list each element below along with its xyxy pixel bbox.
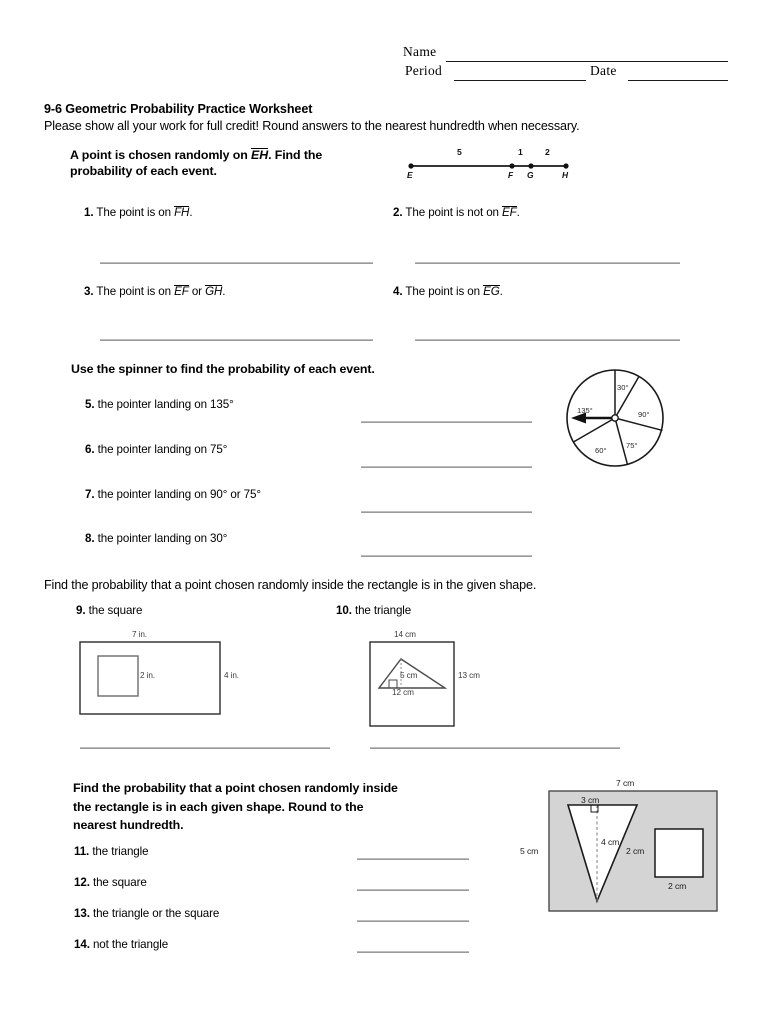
question-12-text: the square bbox=[92, 876, 147, 889]
question-7 bbox=[85, 488, 261, 501]
label-shaded-rect-height-5cm: 5 cm bbox=[520, 846, 539, 856]
name-blank[interactable] bbox=[446, 61, 728, 62]
spinner-svg bbox=[562, 365, 672, 475]
question-7-text: the pointer landing on 90° or 75° bbox=[97, 488, 261, 501]
number-line-svg bbox=[400, 148, 580, 188]
spinner-sector-label-30: 30° bbox=[617, 383, 629, 392]
question-2-text-pre: The point is not on bbox=[405, 206, 503, 219]
point-label-h: H bbox=[562, 170, 569, 180]
segment-ef: EF bbox=[502, 206, 517, 219]
answer-blank-3[interactable] bbox=[100, 339, 373, 341]
answer-blank-2[interactable] bbox=[415, 262, 680, 264]
question-6-number: 6. bbox=[85, 443, 95, 456]
section4-heading-line3: nearest hundredth. bbox=[73, 818, 184, 832]
label-square-side-bottom-2cm: 2 cm bbox=[668, 881, 687, 891]
answer-blank-14[interactable] bbox=[357, 951, 469, 953]
point-label-g: G bbox=[527, 170, 534, 180]
question-12-number: 12. bbox=[74, 876, 90, 889]
question-1 bbox=[84, 206, 192, 219]
period-blank[interactable] bbox=[454, 80, 586, 81]
figure-triangle-in-rectangle bbox=[366, 622, 546, 722]
label-rect-height-4in: 4 in. bbox=[224, 671, 239, 680]
segment-eh: EH bbox=[251, 148, 269, 162]
answer-blank-9[interactable] bbox=[80, 747, 330, 749]
section2-heading: Use the spinner to find the probability of each event. bbox=[71, 362, 375, 376]
section4-heading-line1: Find the probability that a point chosen randomly inside bbox=[73, 781, 398, 795]
label-rect-width-7in: 7 in. bbox=[132, 630, 147, 639]
answer-blank-8[interactable] bbox=[361, 555, 532, 557]
question-10-number: 10. bbox=[336, 604, 352, 617]
label-triangle-base-12cm: 12 cm bbox=[392, 688, 414, 697]
figure-triangle-svg bbox=[366, 622, 546, 722]
answer-blank-10[interactable] bbox=[370, 747, 620, 749]
label-triangle-height-5cm: 5 cm bbox=[400, 671, 418, 680]
question-3-text-post: . bbox=[222, 285, 226, 298]
question-4-text-pre: The point is on bbox=[405, 285, 484, 298]
spinner-figure bbox=[562, 365, 672, 475]
question-5-number: 5. bbox=[85, 398, 95, 411]
question-4-text-post: . bbox=[499, 285, 503, 298]
section1-heading-pre: A point is chosen randomly on bbox=[70, 148, 252, 162]
answer-blank-6[interactable] bbox=[361, 466, 532, 468]
question-1-text-pre: The point is on bbox=[96, 206, 175, 219]
question-3-text-pre: The point is on bbox=[96, 285, 175, 298]
question-14 bbox=[74, 938, 168, 951]
spinner-sector-label-75: 75° bbox=[626, 441, 638, 450]
label-square-side-left-2cm: 2 cm bbox=[626, 846, 645, 856]
segment-length-ef: 5 bbox=[457, 147, 462, 157]
segment-gh: GH bbox=[205, 285, 223, 298]
question-3 bbox=[84, 285, 225, 298]
section4-heading bbox=[73, 779, 493, 835]
section3-heading: Find the probability that a point chosen randomly inside the rectangle is in the given shape. bbox=[44, 578, 537, 592]
question-1-text-post: . bbox=[189, 206, 193, 219]
point-label-f: F bbox=[508, 170, 514, 180]
question-4-number: 4. bbox=[393, 285, 403, 298]
label-rect-width-14cm: 14 cm bbox=[394, 630, 416, 639]
answer-blank-1[interactable] bbox=[100, 262, 373, 264]
question-6 bbox=[85, 443, 227, 456]
question-1-number: 1. bbox=[84, 206, 94, 219]
question-14-text: not the triangle bbox=[92, 938, 169, 951]
figure-shaded-svg bbox=[510, 775, 725, 920]
label-square-side-2in: 2 in. bbox=[140, 671, 155, 680]
question-11-number: 11. bbox=[74, 845, 90, 858]
date-label: Date bbox=[590, 63, 617, 78]
answer-blank-4[interactable] bbox=[415, 339, 680, 341]
question-8-number: 8. bbox=[85, 532, 95, 545]
name-label: Name bbox=[403, 44, 437, 59]
worksheet-subtitle: Please show all your work for full credit! Round answers to the nearest hundredth when necessary. bbox=[44, 119, 580, 133]
question-10-text: the triangle bbox=[354, 604, 412, 617]
question-7-number: 7. bbox=[85, 488, 95, 501]
question-2-number: 2. bbox=[393, 206, 403, 219]
question-11 bbox=[74, 845, 148, 858]
spinner-sector-label-135: 135° bbox=[577, 406, 593, 415]
number-line-figure bbox=[400, 148, 580, 188]
question-8 bbox=[85, 532, 227, 545]
answer-blank-11[interactable] bbox=[357, 858, 469, 860]
answer-blank-13[interactable] bbox=[357, 920, 469, 922]
section1-heading-line2: probability of each event. bbox=[70, 164, 217, 178]
question-13-number: 13. bbox=[74, 907, 90, 920]
spinner-sector-label-60: 60° bbox=[595, 446, 607, 455]
label-shaded-rect-width-7cm: 7 cm bbox=[616, 778, 635, 788]
question-6-text: the pointer landing on 75° bbox=[97, 443, 228, 456]
segment-length-gh: 2 bbox=[545, 147, 550, 157]
question-8-text: the pointer landing on 30° bbox=[97, 532, 228, 545]
segment-eg: EG bbox=[483, 285, 500, 298]
section4-heading-line2: the rectangle is in each given shape. Round to the bbox=[73, 799, 364, 814]
question-3-number: 3. bbox=[84, 285, 94, 298]
label-rect-height-13cm: 13 cm bbox=[458, 671, 480, 680]
question-4 bbox=[393, 285, 503, 298]
question-9 bbox=[76, 604, 142, 617]
spinner-sector-label-90: 90° bbox=[638, 410, 650, 419]
question-5 bbox=[85, 398, 234, 411]
segment-ef-2: EF bbox=[174, 285, 189, 298]
date-blank[interactable] bbox=[628, 80, 728, 81]
segment-length-fg: 1 bbox=[518, 147, 523, 157]
question-9-text: the square bbox=[88, 604, 143, 617]
figure-shaded-rectangle bbox=[510, 775, 725, 920]
header-block bbox=[400, 44, 730, 82]
question-9-number: 9. bbox=[76, 604, 86, 617]
answer-blank-12[interactable] bbox=[357, 889, 469, 891]
question-13 bbox=[74, 907, 219, 920]
question-10 bbox=[336, 604, 411, 617]
question-11-text: the triangle bbox=[92, 845, 149, 858]
worksheet-title: 9-6 Geometric Probability Practice Worksheet bbox=[44, 102, 313, 116]
label-triangle-base-3cm: 3 cm bbox=[581, 795, 600, 805]
question-14-number: 14. bbox=[74, 938, 90, 951]
section1-heading-post: . Find the bbox=[268, 148, 323, 162]
section1-heading bbox=[70, 147, 380, 179]
point-label-e: E bbox=[407, 170, 413, 180]
answer-blank-5[interactable] bbox=[361, 421, 532, 423]
segment-fh: FH bbox=[174, 206, 190, 219]
period-label: Period bbox=[405, 63, 443, 78]
question-13-text: the triangle or the square bbox=[92, 907, 220, 920]
question-2 bbox=[393, 206, 520, 219]
question-2-text-post: . bbox=[516, 206, 520, 219]
question-5-text: the pointer landing on 135° bbox=[97, 398, 234, 411]
answer-blank-7[interactable] bbox=[361, 511, 532, 513]
figure-square-in-rectangle bbox=[76, 622, 256, 722]
question-3-text-mid: or bbox=[188, 285, 206, 298]
question-12 bbox=[74, 876, 147, 889]
label-triangle-height-4cm: 4 cm bbox=[601, 837, 620, 847]
